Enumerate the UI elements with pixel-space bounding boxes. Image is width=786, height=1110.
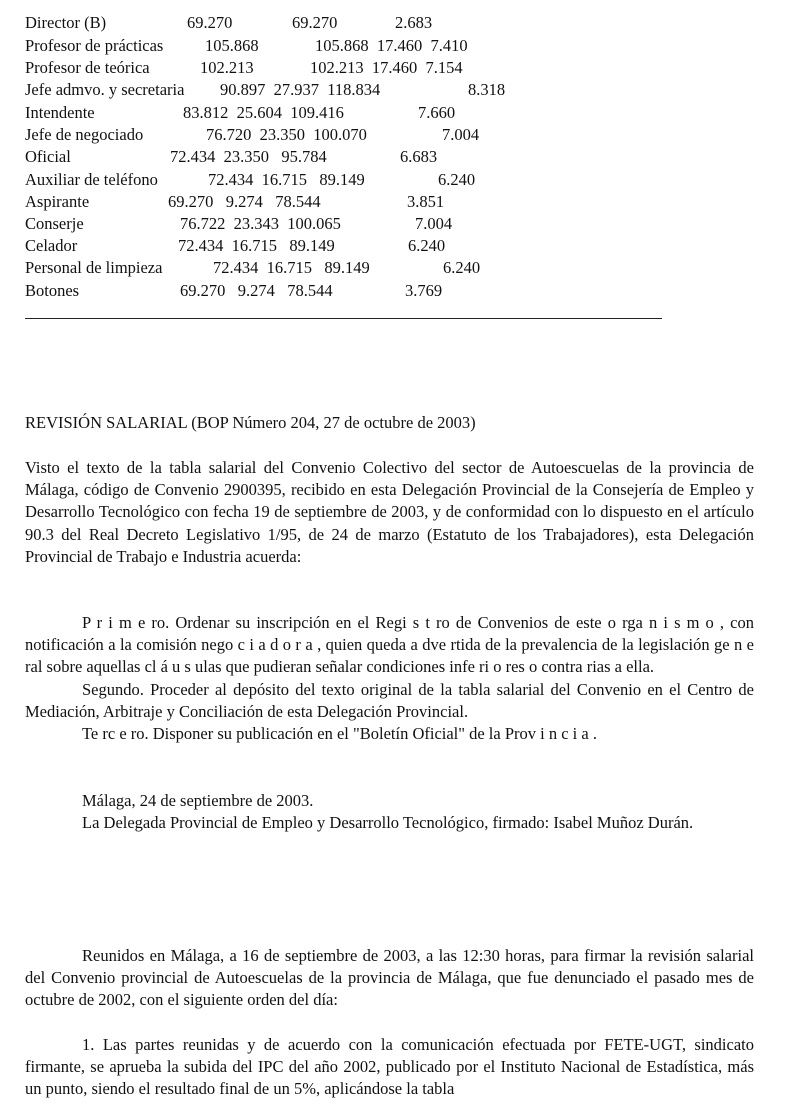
signature-block <box>25 790 754 834</box>
resolution-second: Segundo. Proceder al depósito del texto original de la tabla salarial del Convenio en el Centro de Mediación, Arbitraje y Conciliación de esta Delegación Provincial. <box>25 679 754 721</box>
row-label: Conserje <box>25 214 84 233</box>
row-label: Personal de limpieza <box>25 258 163 277</box>
row-label: Jefe de negociado <box>25 125 144 144</box>
row-value: 102.213 <box>200 58 254 77</box>
resolution-first: P r i m e ro. Ordenar su inscripción en el Regi s t ro de Convenios de este o rga n i s m o , con notificación a la comisión nego c i a d o r a , quien queda a dve rtida de la prevalencia de la legislación ge n e ral sobre aquellas cl á u s ulas que pudieran señalar condiciones infe ri o res o contra rias a ella. <box>25 613 754 677</box>
row-value: 69.270 <box>187 13 233 32</box>
row-value: 72.434 16.715 89.149 <box>213 258 370 277</box>
row-label: Jefe admvo. y secretaria <box>25 80 185 99</box>
table-row <box>0 102 786 124</box>
row-value: 7.004 <box>415 214 453 233</box>
row-label: Intendente <box>25 103 95 122</box>
table-row <box>0 280 786 302</box>
row-label: Auxiliar de teléfono <box>25 170 158 189</box>
row-value: 105.868 <box>205 36 259 55</box>
resolution-block <box>25 612 754 745</box>
meeting-paragraph <box>25 945 754 1012</box>
item-one-text: 1. Las partes reunidas y de acuerdo con la comunicación efectuada por FETE-UGT, sindicato firmante, se aprueba la subida del IPC del año 2002, publicado por el Instituto Nacional de Estadística, más un punto, siendo el resultado final de un 5%, aplicándose la tabla <box>25 1035 754 1099</box>
table-row <box>0 146 786 168</box>
row-label: Aspirante <box>25 192 90 211</box>
table-row <box>0 235 786 257</box>
item-one-paragraph <box>25 1034 754 1101</box>
row-value: 105.868 17.460 7.410 <box>315 36 468 55</box>
row-value: 72.434 16.715 89.149 <box>208 170 365 189</box>
row-label: Oficial <box>25 147 71 166</box>
row-value: 6.240 <box>408 236 446 255</box>
row-value: 3.851 <box>407 192 445 211</box>
meeting-text: Reunidos en Málaga, a 16 de septiembre de 2003, a las 12:30 horas, para firmar la revisión salarial del Convenio provincial de Autoescuelas de la provincia de Málaga, que fue denunciado el pasado mes de octubre de 2002, con el siguiente orden del día: <box>25 946 754 1010</box>
row-value: 6.240 <box>438 170 476 189</box>
row-value: 90.897 27.937 118.834 <box>220 80 381 99</box>
row-value: 7.004 <box>442 125 480 144</box>
row-value: 8.318 <box>468 80 506 99</box>
place-date: Málaga, 24 de septiembre de 2003. <box>82 791 314 810</box>
table-row <box>0 79 786 101</box>
row-value: 2.683 <box>395 13 433 32</box>
row-value: 69.270 9.274 78.544 <box>168 192 321 211</box>
revision-heading: REVISIÓN SALARIAL (BOP Número 204, 27 de octubre de 2003) <box>25 413 476 432</box>
row-value: 102.213 17.460 7.154 <box>310 58 463 77</box>
row-label: Celador <box>25 236 78 255</box>
table-row <box>0 12 786 34</box>
row-value: 69.270 <box>292 13 338 32</box>
intro-paragraph <box>25 457 754 568</box>
table-row <box>0 35 786 57</box>
row-value: 76.722 23.343 100.065 <box>180 214 341 233</box>
table-row <box>0 257 786 279</box>
signature: La Delegada Provincial de Empleo y Desarrollo Tecnológico, firmado: Isabel Muñoz Durán. <box>82 813 694 833</box>
row-label: Profesor de prácticas <box>25 36 164 55</box>
table-end-rule <box>25 318 662 319</box>
table-row <box>0 213 786 235</box>
row-value: 7.660 <box>418 103 456 122</box>
table-row <box>0 191 786 213</box>
row-value: 83.812 25.604 109.416 <box>183 103 344 122</box>
resolution-third: Te rc e ro. Disponer su publicación en el "Boletín Oficial" de la Prov i n c i a . <box>82 724 597 744</box>
table-row <box>0 169 786 191</box>
row-value: 6.240 <box>443 258 481 277</box>
row-value: 72.434 16.715 89.149 <box>178 236 335 255</box>
table-row <box>0 57 786 79</box>
row-value: 72.434 23.350 95.784 <box>170 147 327 166</box>
row-value: 76.720 23.350 100.070 <box>206 125 367 144</box>
row-label: Profesor de teórica <box>25 58 150 77</box>
intro-text: Visto el texto de la tabla salarial del Convenio Colectivo del sector de Autoescuelas de la provincia de Málaga, código de Convenio 2900395, recibido en esta Delegación Provincial de la Consejería de Empleo y Desarrollo Tecnológico con fecha 19 de septiembre de 2003, y de conformidad con lo dispuesto en el artículo 90.3 del Real Decreto Legislativo 1/95, de 24 de marzo (Estatuto de los Trabajadores), esta Delegación Provincial de Trabajo e Industria acuerda: <box>25 458 754 566</box>
table-row <box>0 124 786 146</box>
row-value: 3.769 <box>405 281 443 300</box>
row-label: Director (B) <box>25 13 107 32</box>
row-value: 69.270 9.274 78.544 <box>180 281 333 300</box>
row-value: 6.683 <box>400 147 438 166</box>
row-label: Botones <box>25 281 80 300</box>
